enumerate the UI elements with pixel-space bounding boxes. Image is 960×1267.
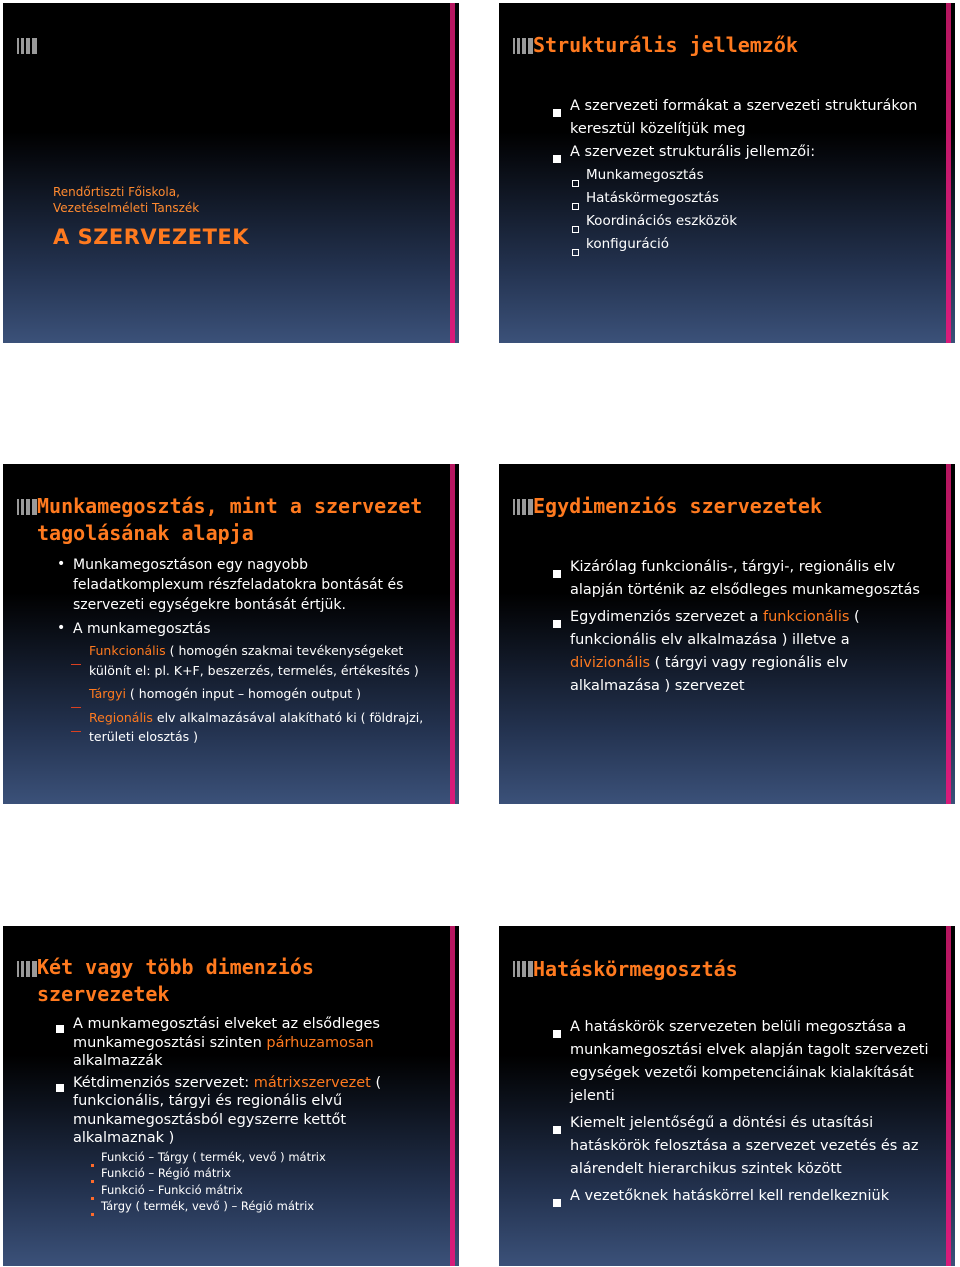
square-bullet-icon xyxy=(553,620,561,628)
square-bullet-icon xyxy=(56,1025,64,1033)
slide-title-heading: A SZERVEZETEK xyxy=(53,225,250,249)
square-bullet-icon xyxy=(553,109,561,117)
bullet-item: A szervezet strukturális jellemzői: xyxy=(570,141,931,164)
sub-item: Koordinációs eszközök xyxy=(586,210,931,233)
sub-item: Funkció – Funkció mátrix xyxy=(101,1182,435,1199)
stripe-icon xyxy=(17,961,37,977)
hollow-square-bullet-icon xyxy=(572,226,579,233)
slide-structural xyxy=(499,3,955,343)
sub-item: Funkció – Tárgy ( termék, vevő ) mátrix xyxy=(101,1149,435,1166)
slide-heading: Hatáskörmegosztás xyxy=(533,957,738,981)
sub-item: Tárgyi ( homogén input – homogén output ) xyxy=(89,684,435,704)
slide-heading: Két vagy több dimenziós szervezetek xyxy=(37,955,314,1006)
slide-heading: Egydimenziós szervezetek xyxy=(533,494,822,518)
sub-item: Tárgy ( termék, vevő ) – Régió mátrix xyxy=(101,1198,435,1215)
slide-competence xyxy=(499,926,955,1266)
hollow-square-bullet-icon xyxy=(572,249,579,256)
stripe-icon xyxy=(17,499,37,515)
bullet-item: • Munkamegosztáson egy nagyobb feladatkomplexum részfeladatokra bontását és szervezeti egységekre bontását értjük. xyxy=(57,556,404,613)
slide-multi-dimensional xyxy=(3,926,459,1266)
accent-bar xyxy=(450,464,455,804)
dash-bullet-icon xyxy=(71,707,81,708)
stripe-icon xyxy=(17,38,37,54)
bullet-item: Egydimenziós szervezet a funkcionális ( funkcionális elv alkalmazása ) illetve a divizionális ( tárgyi vagy regionális elv alkalmazása ) szervezet xyxy=(570,606,931,698)
square-bullet-icon xyxy=(553,155,561,163)
bullet-item: • A munkamegosztás xyxy=(57,620,211,637)
slide-one-dimensional xyxy=(499,464,955,804)
sub-item: Funkcionális ( homogén szakmai tevékenységeket különít el: pl. K+F, beszerzés, termelés, értékesítés ) xyxy=(89,641,435,680)
slide-heading: Munkamegosztás, mint a szervezet tagolásának alapja xyxy=(37,494,423,545)
dot-bullet-icon xyxy=(91,1197,94,1200)
sub-item: Funkció – Régió mátrix xyxy=(101,1165,435,1182)
dash-bullet-icon xyxy=(71,664,81,665)
square-bullet-icon xyxy=(553,1030,561,1038)
accent-bar xyxy=(450,3,455,343)
square-bullet-icon xyxy=(553,1199,561,1207)
sub-item: Munkamegosztás xyxy=(586,164,931,187)
bullet-item: Kétdimenziós szervezet: mátrixszervezet ( funkcionális, tárgyi és regionális elvű munkamegosztásból egyszerre kettőt alkalmaznak ) xyxy=(73,1074,435,1148)
bullet-item: A hatáskörök szervezeten belüli megosztása a munkamegosztási elvek alapján tagolt szervezeti egységek vezetői kompetenciáinak kialakítását jelenti xyxy=(570,1016,931,1108)
dash-bullet-icon xyxy=(71,731,81,732)
dot-bullet-icon xyxy=(91,1164,94,1167)
slide-heading: Strukturális jellemzők xyxy=(533,33,798,57)
stripe-icon xyxy=(513,961,533,977)
bullet-item: A munkamegosztási elveket az elsődleges munkamegosztási szinten párhuzamosan alkalmazzák xyxy=(73,1015,435,1071)
stripe-icon xyxy=(513,38,533,54)
stripe-icon xyxy=(513,499,533,515)
slide-division-of-labour xyxy=(3,464,459,804)
accent-bar xyxy=(946,464,951,804)
bullet-item: A szervezeti formákat a szervezeti strukturákon keresztül közelítjük meg xyxy=(570,95,931,141)
dot-bullet-icon xyxy=(91,1180,94,1183)
dot-bullet-icon xyxy=(91,1213,94,1216)
slide-title xyxy=(3,3,459,343)
bullet-item: A vezetőknek hatáskörrel kell rendelkezniük xyxy=(570,1185,931,1208)
bullet-item: Kiemelt jelentőségű a döntési és utasítási hatáskörök felosztása a szervezet vezetés és az alárendelt hierarchikus szintek között xyxy=(570,1112,931,1181)
accent-bar xyxy=(450,926,455,1266)
sub-item: Regionális elv alkalmazásával alakítható ki ( földrajzi, területi elosztás ) xyxy=(89,708,435,747)
sub-item: Hatáskörmegosztás xyxy=(586,187,931,210)
institution-line-2: Vezetéselméleti Tanszék xyxy=(53,201,200,215)
accent-bar xyxy=(946,926,951,1266)
hollow-square-bullet-icon xyxy=(572,180,579,187)
bullet-item: Kizárólag funkcionális-, tárgyi-, regionális elv alapján történik az elsődleges munkamegosztás xyxy=(570,556,931,602)
accent-bar xyxy=(946,3,951,343)
hollow-square-bullet-icon xyxy=(572,203,579,210)
square-bullet-icon xyxy=(553,570,561,578)
sub-item: konfiguráció xyxy=(586,233,931,256)
institution-line-1: Rendőrtiszti Főiskola, xyxy=(53,185,180,199)
square-bullet-icon xyxy=(56,1084,64,1092)
square-bullet-icon xyxy=(553,1126,561,1134)
